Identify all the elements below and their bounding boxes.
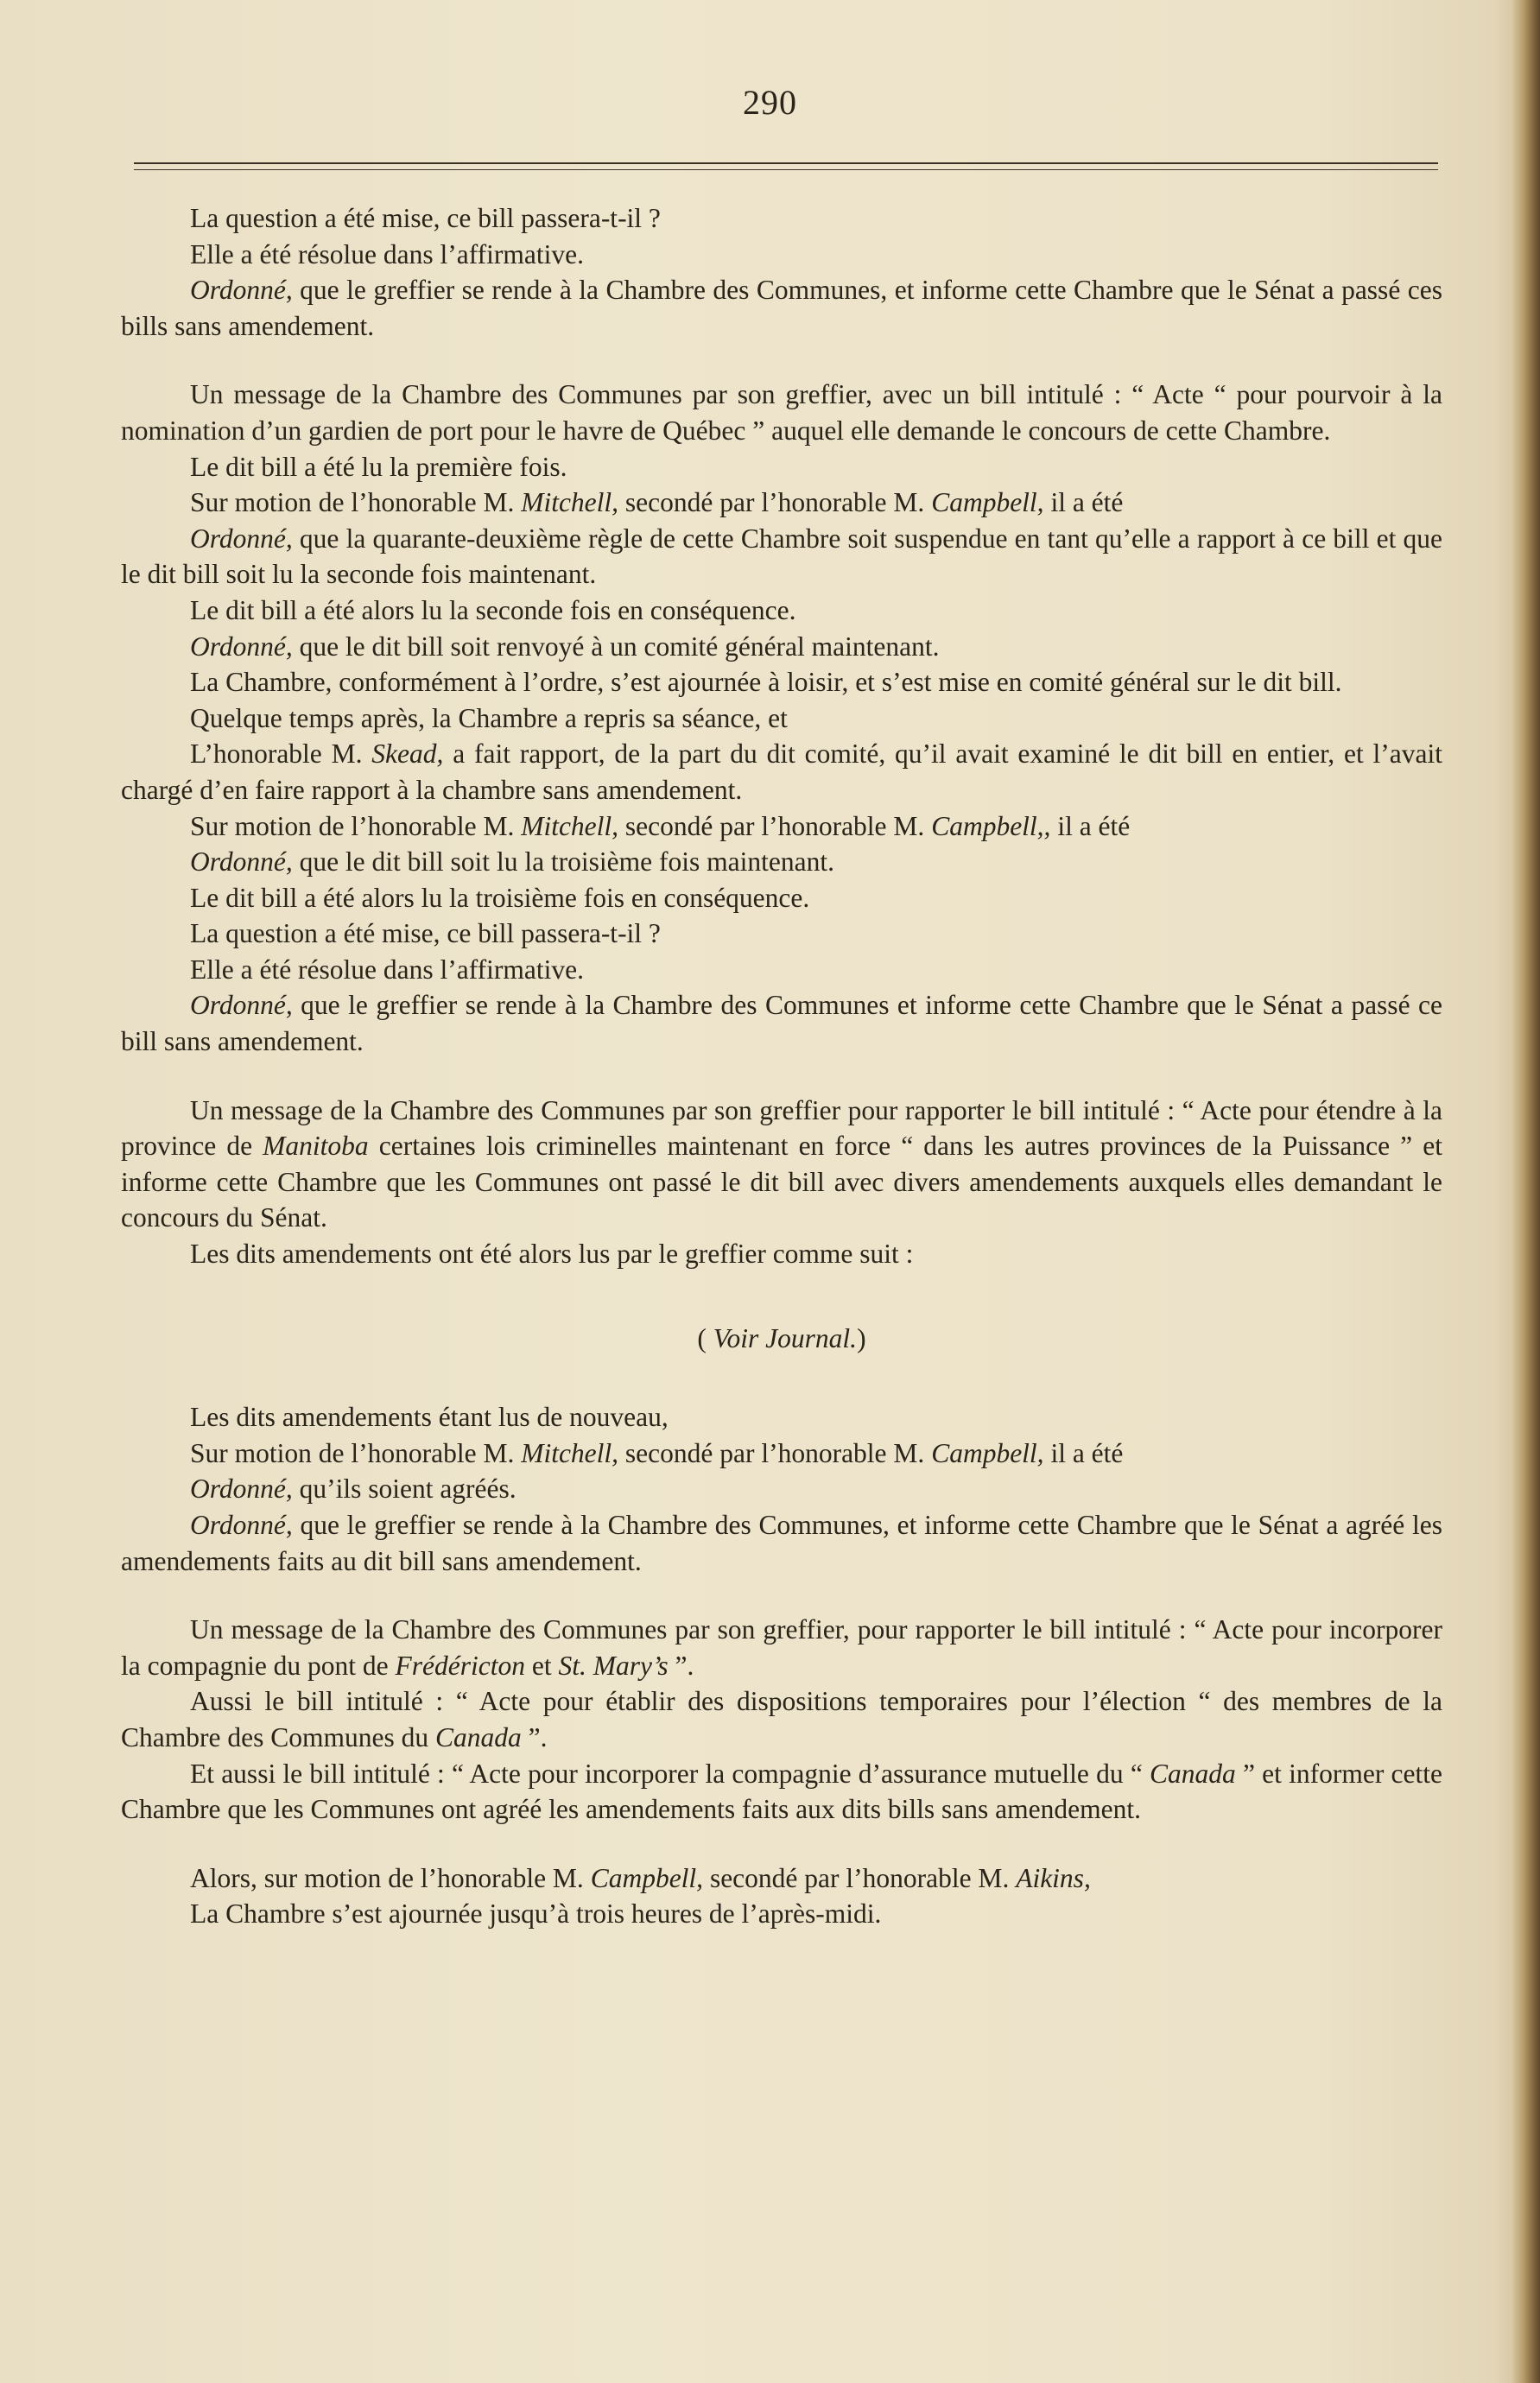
paragraph-p13	[121, 808, 1442, 845]
text-run: Un message de la Chambre des Communes par son greffier, pour rapporter le bill intitulé : “ Acte pour incorporer la compagnie du pont de	[121, 1614, 1442, 1681]
text-run: que le greffier se rende à la Chambre des Communes, et informe cette Chambre que le Sénat a passé ces bills sans amendement.	[121, 275, 1442, 341]
paragraph-p09	[121, 629, 1442, 665]
text-run: Sur motion de l’honorable M.	[190, 810, 522, 841]
text-run: La question a été mise, ce bill passera-t-il ?	[190, 203, 661, 233]
text-run: que le greffier se rende à la Chambre des Communes et informe cette Chambre que le Sénat a passé ce bill sans amendement.	[121, 990, 1442, 1057]
italic-text: Campbell,	[590, 1862, 704, 1893]
text-run: Et aussi le bill intitulé : “ Acte pour incorporer la compagnie d’assurance mutuelle du “	[190, 1758, 1150, 1789]
italic-text: Canada	[434, 1721, 522, 1752]
paragraph-p04	[121, 377, 1442, 448]
italic-text: St. Mary’s	[558, 1650, 669, 1681]
text-run: secondé par l’honorable M.	[703, 1862, 1017, 1893]
text-run: Le dit bill a été alors lu la seconde fois en conséquence.	[190, 594, 796, 625]
italic-text: Ordonné,	[190, 631, 293, 662]
text-run: il a été	[1043, 1437, 1124, 1468]
text-run: a fait rapport, de la part du dit comité, qu’il avait examiné le dit bill en entier, et l’avait chargé d’en faire rapport à la chambre sans amendement.	[121, 738, 1442, 805]
paragraph-p24	[121, 1471, 1442, 1507]
text-run: La Chambre, conformément à l’ordre, s’est ajournée à loisir, et s’est mise en comité général sur le dit bill.	[190, 667, 1342, 698]
italic-text: Campbell,	[931, 1437, 1044, 1468]
paragraph-p28	[121, 1756, 1442, 1828]
text-run: secondé par l’honorable M.	[618, 810, 932, 841]
text-run: que la quarante-deuxième règle de cette Chambre soit suspendue en tant qu’elle a rapport à ce bill et que le dit bill soit lu la seconde fois maintenant.	[121, 523, 1442, 590]
italic-text: Ordonné,	[190, 990, 293, 1021]
header-rule	[134, 162, 1438, 164]
text-run: La Chambre s’est ajournée jusqu’à trois heures de l’après-midi.	[190, 1898, 882, 1930]
text-run: Alors, sur motion de l’honorable M.	[190, 1862, 591, 1893]
italic-text: Ordonné,	[190, 275, 293, 306]
italic-text: Ordonné,	[190, 1474, 293, 1505]
paragraph-p10	[121, 664, 1442, 700]
text-run: secondé par l’honorable M.	[618, 487, 932, 518]
text-run: et	[525, 1650, 559, 1681]
paragraph-p27	[121, 1683, 1442, 1755]
italic-text: Manitoba	[263, 1131, 369, 1162]
paragraph-p29	[121, 1860, 1442, 1897]
page-number: 290	[743, 83, 797, 122]
text-run: il a été	[1043, 487, 1124, 518]
text-run: Les dits amendements ont été alors lus par le greffier comme suit :	[190, 1239, 914, 1270]
text-run: certaines lois criminelles maintenant en force “ dans les autres provinces de la Puissance ” et informe cette Chambre que les Communes ont passé le dit bill avec divers amendements auxquels elles demandant le concours du Sénat.	[121, 1131, 1443, 1233]
italic-text: Skead,	[371, 738, 444, 770]
italic-text: Mitchell,	[521, 810, 619, 841]
text-run: Un message de la Chambre des Communes par son greffier pour rapporter le bill intitulé : “ Acte pour étendre à la province de	[121, 1094, 1442, 1162]
book-spine-shadow	[1512, 0, 1540, 2383]
text-run: L’honorable M.	[190, 738, 372, 770]
italic-text: Aikins,	[1016, 1862, 1091, 1893]
paragraph-p22	[121, 1399, 1442, 1436]
text-run: (	[697, 1322, 713, 1353]
italic-text: Mitchell,	[521, 487, 619, 518]
text-run: Sur motion de l’honorable M.	[190, 487, 522, 518]
paragraph-p02	[121, 237, 1442, 273]
text-run: il a été	[1050, 810, 1131, 841]
paragraph-p25	[121, 1507, 1442, 1579]
paragraph-p07	[121, 521, 1442, 593]
text-run: ”.	[521, 1721, 548, 1752]
paragraph-p15	[121, 880, 1442, 916]
text-run: Un message de la Chambre des Communes par son greffier, avec un bill intitulé : “ Acte “ pour pourvoir à la nomination d’un gardien de port pour le havre de Québec ” auquel elle demande le concours de cette Chambre.	[121, 379, 1442, 446]
text-run: qu’ils soient agréés.	[292, 1474, 517, 1505]
text-run: que le dit bill soit lu la troisième fois maintenant.	[292, 846, 834, 878]
paragraph-p08	[121, 593, 1442, 629]
italic-text: Mitchell,	[521, 1437, 619, 1468]
text-run: Les dits amendements étant lus de nouveau,	[190, 1402, 669, 1433]
paragraph-p12	[121, 736, 1442, 808]
header-rule-thin	[134, 169, 1438, 170]
text-run: ” et informer cette Chambre que les Communes ont agréé les amendements faits aux dits bills sans amendement.	[121, 1758, 1442, 1825]
paragraph-p01	[121, 200, 1442, 237]
paragraph-p20	[121, 1236, 1442, 1272]
paragraph-p21	[121, 1321, 1442, 1357]
paragraph-p18	[121, 987, 1442, 1059]
text-run: que le dit bill soit renvoyé à un comité général maintenant.	[292, 631, 940, 662]
italic-text: Ordonné,	[190, 523, 293, 554]
italic-text: Campbell,,	[931, 810, 1051, 841]
paragraph-p19	[121, 1093, 1442, 1236]
paragraph-p17	[121, 952, 1442, 988]
paragraph-p03	[121, 272, 1442, 344]
text-run: Elle a été résolue dans l’affirmative.	[190, 238, 584, 269]
italic-text: Voir Journal.	[713, 1322, 858, 1353]
text-run: que le greffier se rende à la Chambre des Communes, et informe cette Chambre que le Sénat a agréé les amendements faits au dit bill sans amendement.	[121, 1510, 1442, 1576]
paragraph-p05	[121, 449, 1442, 485]
paragraph-p11	[121, 700, 1442, 737]
text-run: Aussi le bill intitulé : “ Acte pour établir des dispositions temporaires pour l’élection “ des membres de la Chambre des Communes du	[121, 1686, 1442, 1752]
paragraph-p26	[121, 1612, 1442, 1683]
text-run: La question a été mise, ce bill passera-t-il ?	[190, 918, 661, 949]
text-run: Elle a été résolue dans l’affirmative.	[190, 954, 584, 985]
text-run: Le dit bill a été alors lu la troisième fois en conséquence.	[190, 882, 810, 913]
italic-text: Campbell,	[931, 487, 1044, 518]
paragraph-p06	[121, 485, 1442, 521]
italic-text: Canada	[1150, 1758, 1236, 1789]
paragraph-p30	[121, 1896, 1442, 1932]
italic-text: Ordonné,	[190, 1510, 293, 1540]
text-run: Quelque temps après, la Chambre a repris sa séance, et	[190, 702, 788, 733]
paragraph-p14	[121, 844, 1442, 880]
body-text	[121, 200, 1442, 1932]
paragraph-p23	[121, 1436, 1442, 1472]
italic-text: Ordonné,	[190, 846, 293, 878]
text-run: Le dit bill a été lu la première fois.	[190, 451, 567, 482]
text-run: )	[857, 1322, 866, 1353]
paragraph-p16	[121, 916, 1442, 952]
text-run: ”.	[668, 1650, 694, 1681]
text-run: Sur motion de l’honorable M.	[190, 1437, 522, 1468]
italic-text: Frédéricton	[395, 1650, 526, 1681]
text-run: secondé par l’honorable M.	[618, 1437, 932, 1468]
